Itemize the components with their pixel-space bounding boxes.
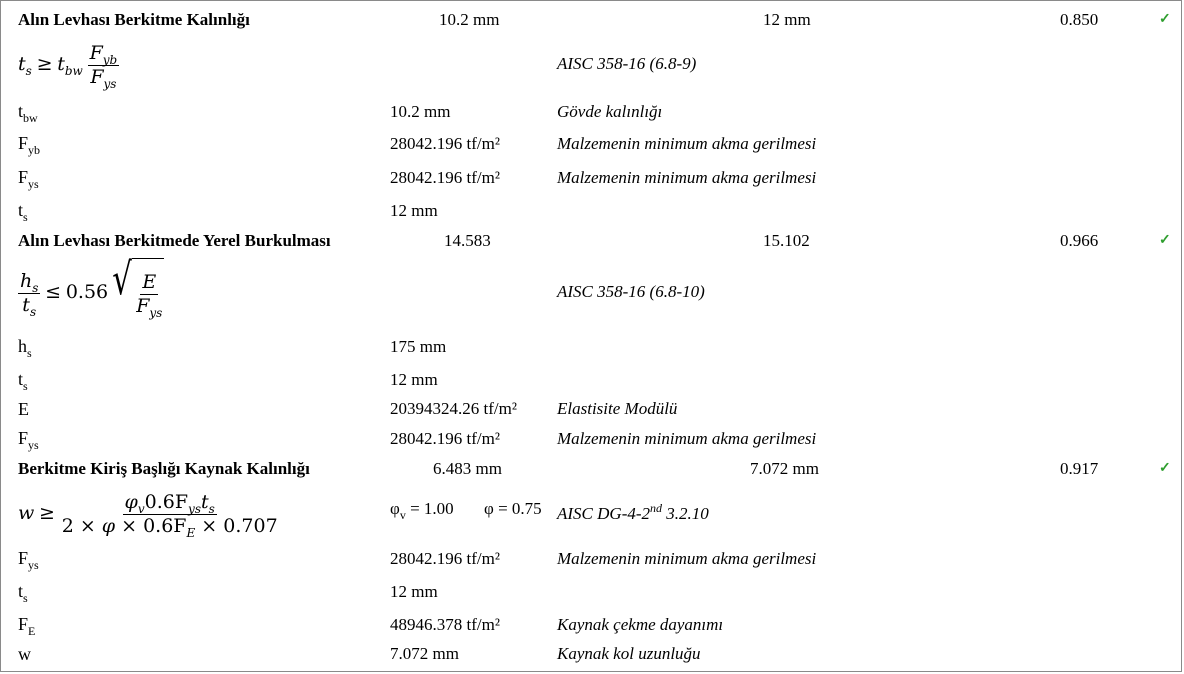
formula-coefficient: 0.6F xyxy=(144,491,189,514)
reference-text xyxy=(557,501,709,524)
symbol-letter: t xyxy=(18,581,24,601)
param-value: 7.072 mm xyxy=(390,644,459,663)
symbol-subscript: s xyxy=(23,210,28,224)
param-symbol xyxy=(18,614,36,638)
formula-subscript: s xyxy=(32,281,39,296)
demand-value: 10.2 mm xyxy=(439,10,500,29)
formula-local-buckling xyxy=(18,254,164,329)
param-symbol xyxy=(18,581,28,605)
formula-operator: ≥ xyxy=(36,53,53,75)
formula-subscript: ys xyxy=(103,77,117,92)
param-symbol xyxy=(18,644,31,664)
param-description: Malzemenin minimum akma gerilmesi xyxy=(557,134,817,153)
symbol-letter: t xyxy=(18,101,24,121)
formula-subscript: ys xyxy=(149,306,163,321)
reference-text: AISC 358-16 (6.8-10) xyxy=(557,282,705,301)
param-symbol xyxy=(18,200,28,224)
symbol-letter: w xyxy=(18,644,31,664)
reference-tail: 3.2.10 xyxy=(662,504,709,523)
phi-symbol: φ xyxy=(390,499,400,518)
section-title: Berkitme Kiriş Başlığı Kaynak Kalınlığı xyxy=(18,459,310,478)
formula-fraction xyxy=(60,491,280,541)
formula-symbol: F xyxy=(136,295,150,318)
param-value: 28042.196 tf/m² xyxy=(390,429,500,448)
formula-symbol: F xyxy=(89,42,103,65)
formula-subscript: yb xyxy=(102,53,118,68)
formula-symbol: w xyxy=(18,502,35,524)
capacity-value: 15.102 xyxy=(763,231,810,250)
param-description: Elastisite Modülü xyxy=(557,399,678,418)
param-value: 175 mm xyxy=(390,337,447,356)
ratio-value: 0.850 xyxy=(1060,10,1099,29)
symbol-letter: t xyxy=(18,200,24,220)
capacity-value: 7.072 mm xyxy=(750,459,819,478)
param-value: 20394324.26 tf/m² xyxy=(390,399,517,418)
symbol-subscript: bw xyxy=(23,111,38,125)
formula-subscript: bw xyxy=(64,64,83,78)
ratio-value: 0.917 xyxy=(1060,459,1099,478)
symbol-letter: F xyxy=(18,428,29,448)
symbol-subscript: ys xyxy=(28,177,39,191)
formula-subscript: v xyxy=(137,502,145,517)
phi-factor xyxy=(484,499,542,519)
phi-v-factor xyxy=(390,499,454,522)
formula-fraction xyxy=(18,270,40,320)
formula-weld-thickness xyxy=(18,485,280,542)
formula-symbol: F xyxy=(90,66,104,89)
formula-subscript: ys xyxy=(188,502,201,517)
formula-fraction xyxy=(88,42,120,92)
formula-symbol: h xyxy=(20,270,33,293)
symbol-subscript: ys xyxy=(28,558,39,572)
param-value: 12 mm xyxy=(390,582,438,601)
param-value: 48946.378 tf/m² xyxy=(390,615,500,634)
reference-main: AISC DG-4-2 xyxy=(557,504,651,523)
param-symbol xyxy=(18,101,38,125)
formula-stiffener-thickness xyxy=(18,37,119,92)
param-value: 28042.196 tf/m² xyxy=(390,134,500,153)
param-symbol xyxy=(18,399,29,419)
param-description: Kaynak çekme dayanımı xyxy=(557,615,724,634)
param-symbol xyxy=(18,428,39,452)
param-description: Malzemenin minimum akma gerilmesi xyxy=(557,549,817,568)
param-symbol xyxy=(18,167,39,191)
param-description: Gövde kalınlığı xyxy=(557,102,663,121)
param-description: Kaynak kol uzunluğu xyxy=(557,644,701,663)
section-title: Alın Levhası Berkitme Kalınlığı xyxy=(18,10,250,29)
capacity-value: 12 mm xyxy=(763,10,811,29)
check-icon: ✓ xyxy=(1159,461,1171,476)
formula-operator: ≤ xyxy=(45,281,62,303)
param-symbol xyxy=(18,548,39,572)
formula-symbol: t xyxy=(200,491,209,514)
param-value: 12 mm xyxy=(390,201,438,220)
demand-value: 14.583 xyxy=(444,231,491,250)
sqrt-icon: √ $\frac{E}{F_{ys}}$ xyxy=(108,258,164,329)
param-value: 28042.196 tf/m² xyxy=(390,168,500,187)
symbol-subscript: s xyxy=(23,591,28,605)
param-description: Malzemenin minimum akma gerilmesi xyxy=(557,168,817,187)
symbol-letter: h xyxy=(18,336,27,356)
check-icon: ✓ xyxy=(1159,12,1171,27)
demand-value: 6.483 mm xyxy=(433,459,502,478)
param-value: 10.2 mm xyxy=(390,102,451,121)
symbol-letter: F xyxy=(18,133,29,153)
phi-value: = 0.75 xyxy=(498,499,542,518)
ratio-value: 0.966 xyxy=(1060,231,1099,250)
formula-symbol: φ xyxy=(101,515,116,538)
formula-subscript: s xyxy=(29,305,37,320)
formula-subscript: s xyxy=(25,64,32,78)
phi-value: = 1.00 xyxy=(410,499,454,518)
phi-symbol: φ xyxy=(484,499,494,518)
section-title: Alın Levhası Berkitmede Yerel Burkulması xyxy=(18,231,331,250)
param-symbol xyxy=(18,133,41,157)
param-value: 12 mm xyxy=(390,370,438,389)
formula-symbol: t xyxy=(57,53,65,75)
formula-coefficient: × 0.707 xyxy=(195,515,278,538)
symbol-letter: t xyxy=(18,369,24,389)
reference-text: AISC 358-16 (6.8-9) xyxy=(557,54,697,73)
formula-coefficient: 0.56 xyxy=(65,281,109,303)
phi-subscript: v xyxy=(399,508,406,522)
symbol-letter: F xyxy=(18,167,29,187)
formula-symbol: φ xyxy=(124,491,138,514)
param-symbol xyxy=(18,336,32,360)
symbol-subscript: s xyxy=(27,346,32,360)
formula-symbol: E xyxy=(142,271,157,294)
reference-superscript: nd xyxy=(650,501,663,515)
symbol-subscript: yb xyxy=(28,143,41,157)
formula-coefficient: 2 × xyxy=(61,515,102,538)
symbol-letter: E xyxy=(18,399,29,419)
formula-symbol: t xyxy=(18,53,26,75)
symbol-subscript: s xyxy=(23,379,28,393)
formula-coefficient: × 0.6F xyxy=(115,515,187,538)
symbol-letter: F xyxy=(18,614,29,634)
symbol-letter: F xyxy=(18,548,29,568)
formula-subscript: s xyxy=(208,502,215,517)
formula-fraction xyxy=(134,271,164,321)
param-description: Malzemenin minimum akma gerilmesi xyxy=(557,429,817,448)
check-icon: ✓ xyxy=(1159,233,1171,248)
formula-symbol: t xyxy=(22,294,30,317)
formula-operator: ≥ xyxy=(39,502,55,524)
symbol-subscript: ys xyxy=(28,438,39,452)
formula-subscript: E xyxy=(186,526,196,541)
param-symbol xyxy=(18,369,28,393)
param-value: 28042.196 tf/m² xyxy=(390,549,500,568)
symbol-subscript: E xyxy=(28,624,36,638)
